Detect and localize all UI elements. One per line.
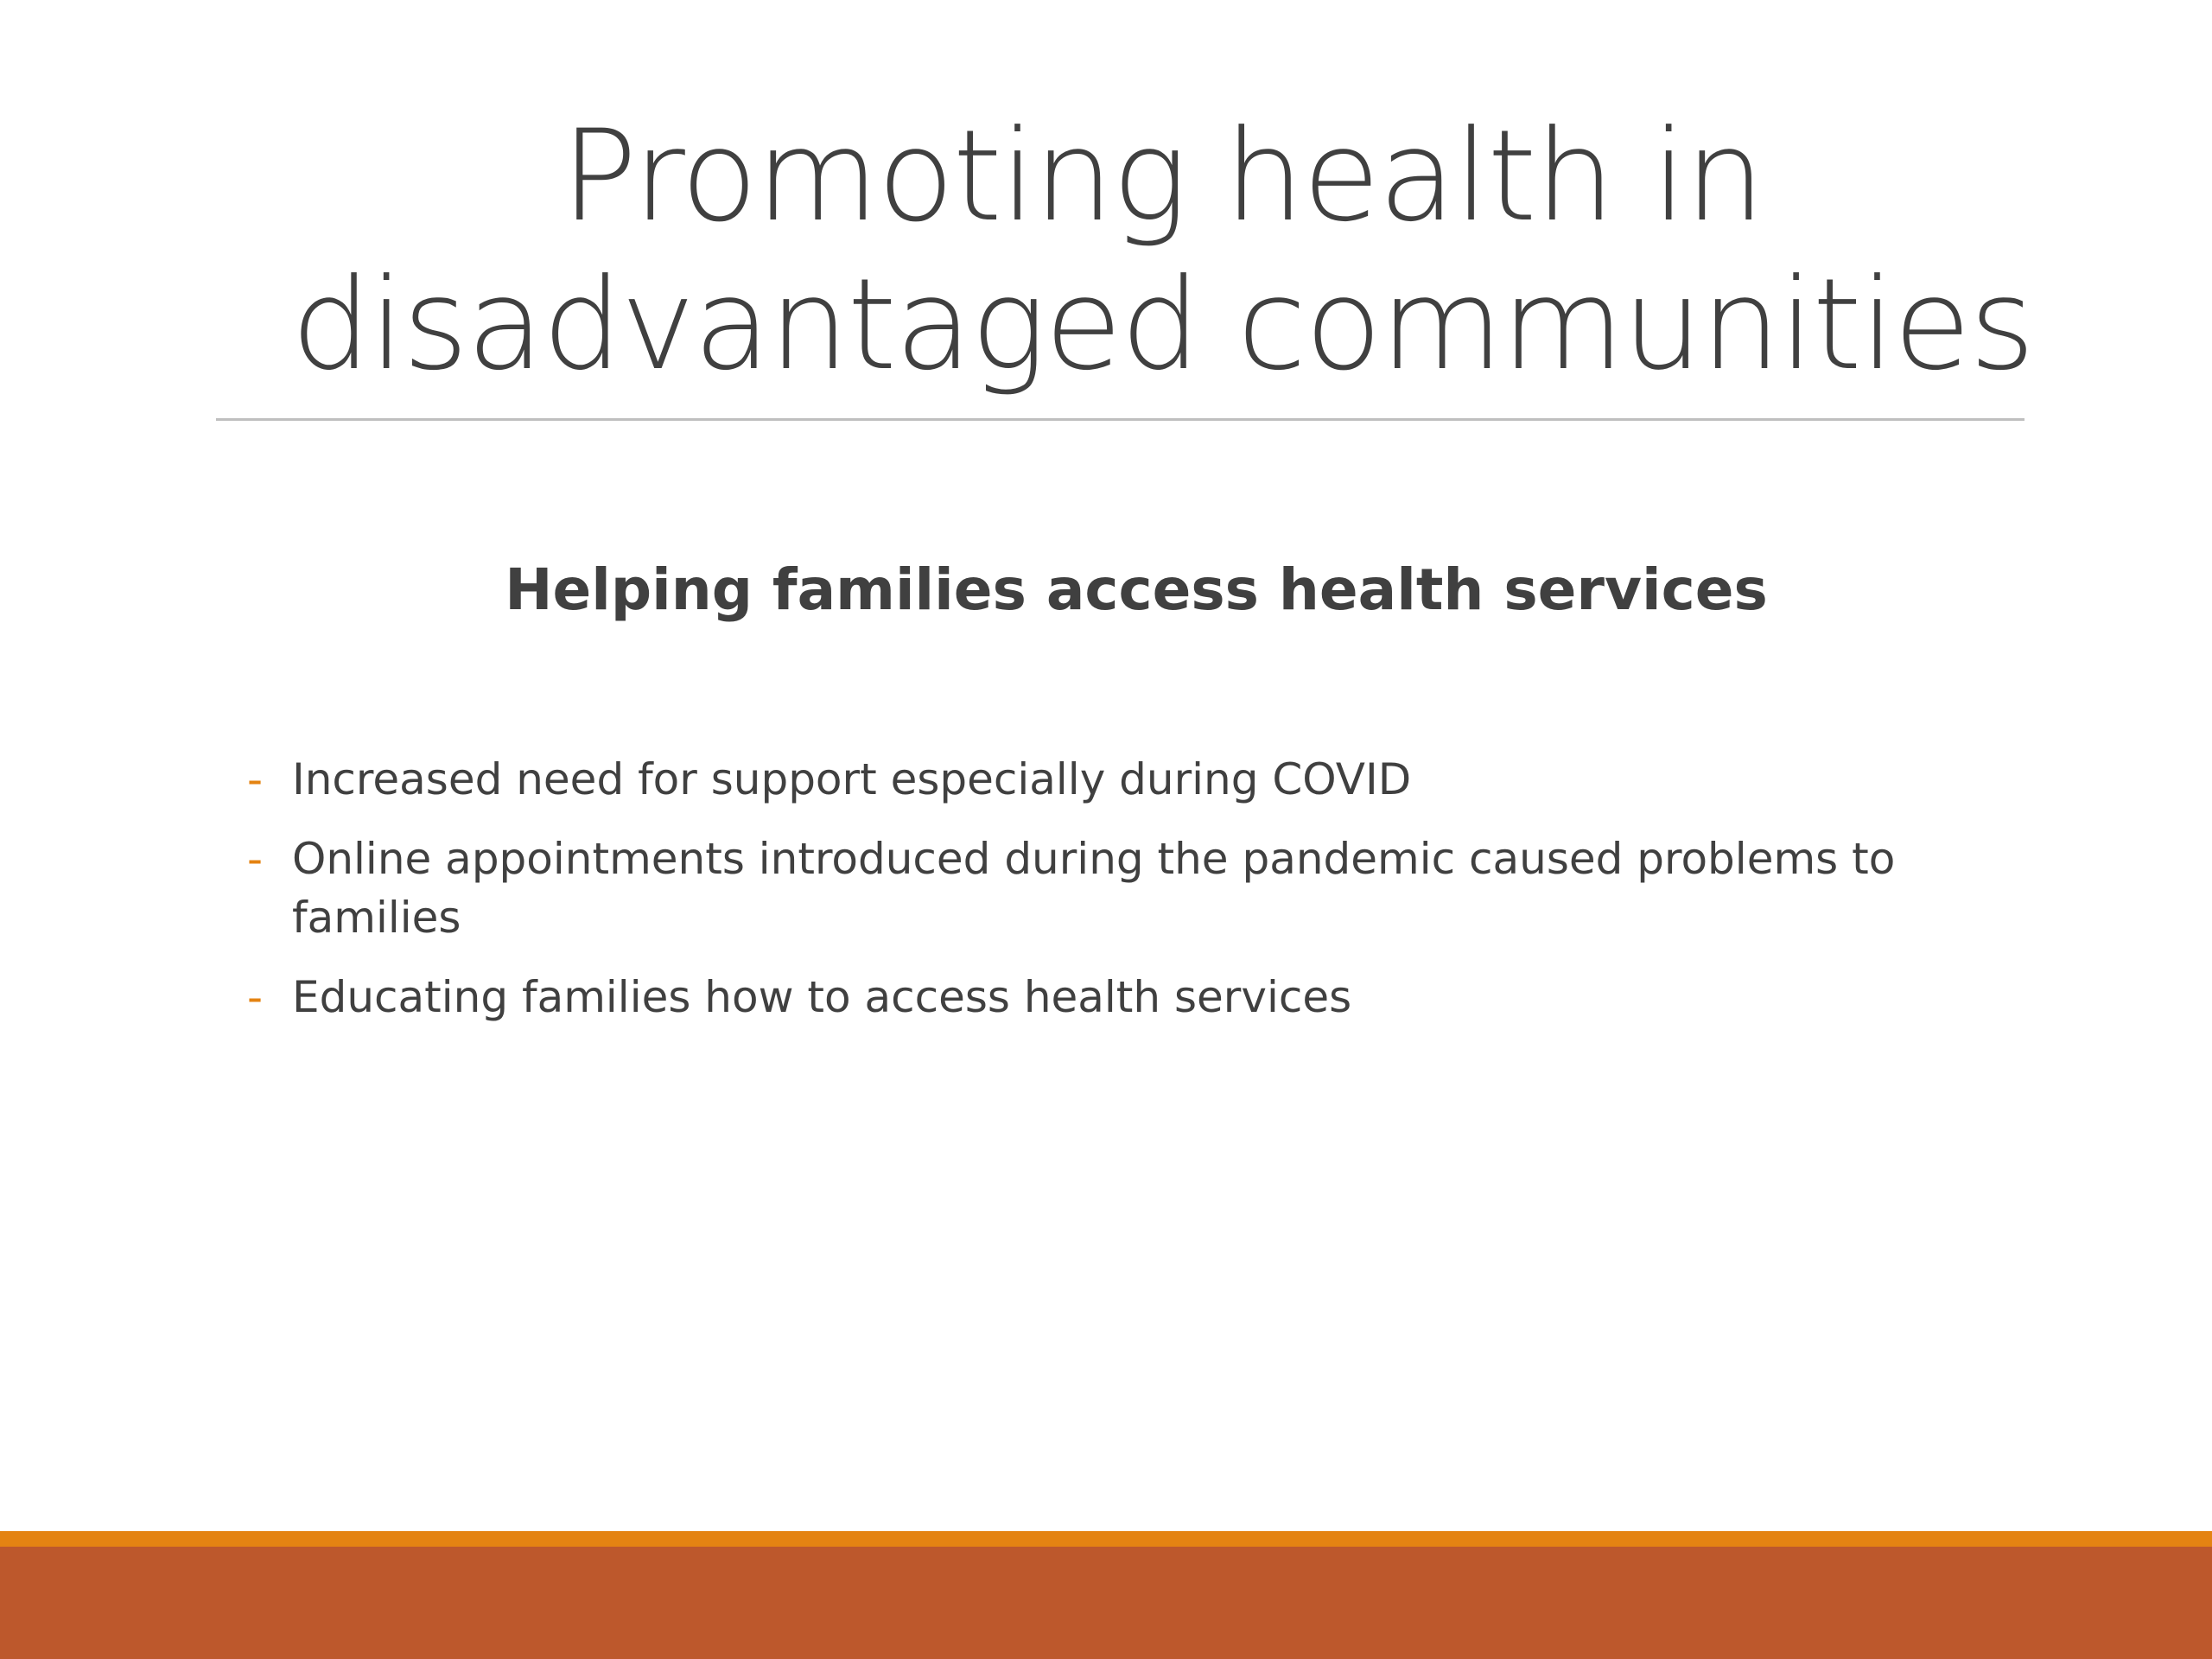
bullet-item <box>244 968 2006 1027</box>
footer-band <box>0 1547 2212 1659</box>
title-divider <box>216 418 2024 421</box>
bullet-text: Educating families how to access health services <box>292 972 1352 1022</box>
slide-title-line-2: disadvantaged communities <box>290 251 2034 398</box>
bullet-list <box>244 750 2006 1047</box>
bullet-item <box>244 830 2006 947</box>
footer-accent-stripe <box>0 1531 2212 1547</box>
dash-bullet-icon: - <box>247 972 264 1022</box>
bullet-text: Online appointments introduced during the pandemic caused problems to families <box>292 834 1896 943</box>
slide-subheading: Helping families access health services <box>505 556 1768 623</box>
dash-bullet-icon: - <box>247 834 264 884</box>
slide-title-line-1: Promoting health in <box>561 103 1764 250</box>
bullet-item <box>244 750 2006 809</box>
slide-title <box>216 102 2108 399</box>
bullet-text: Increased need for support especially during COVID <box>292 754 1412 804</box>
dash-bullet-icon: - <box>247 754 264 804</box>
